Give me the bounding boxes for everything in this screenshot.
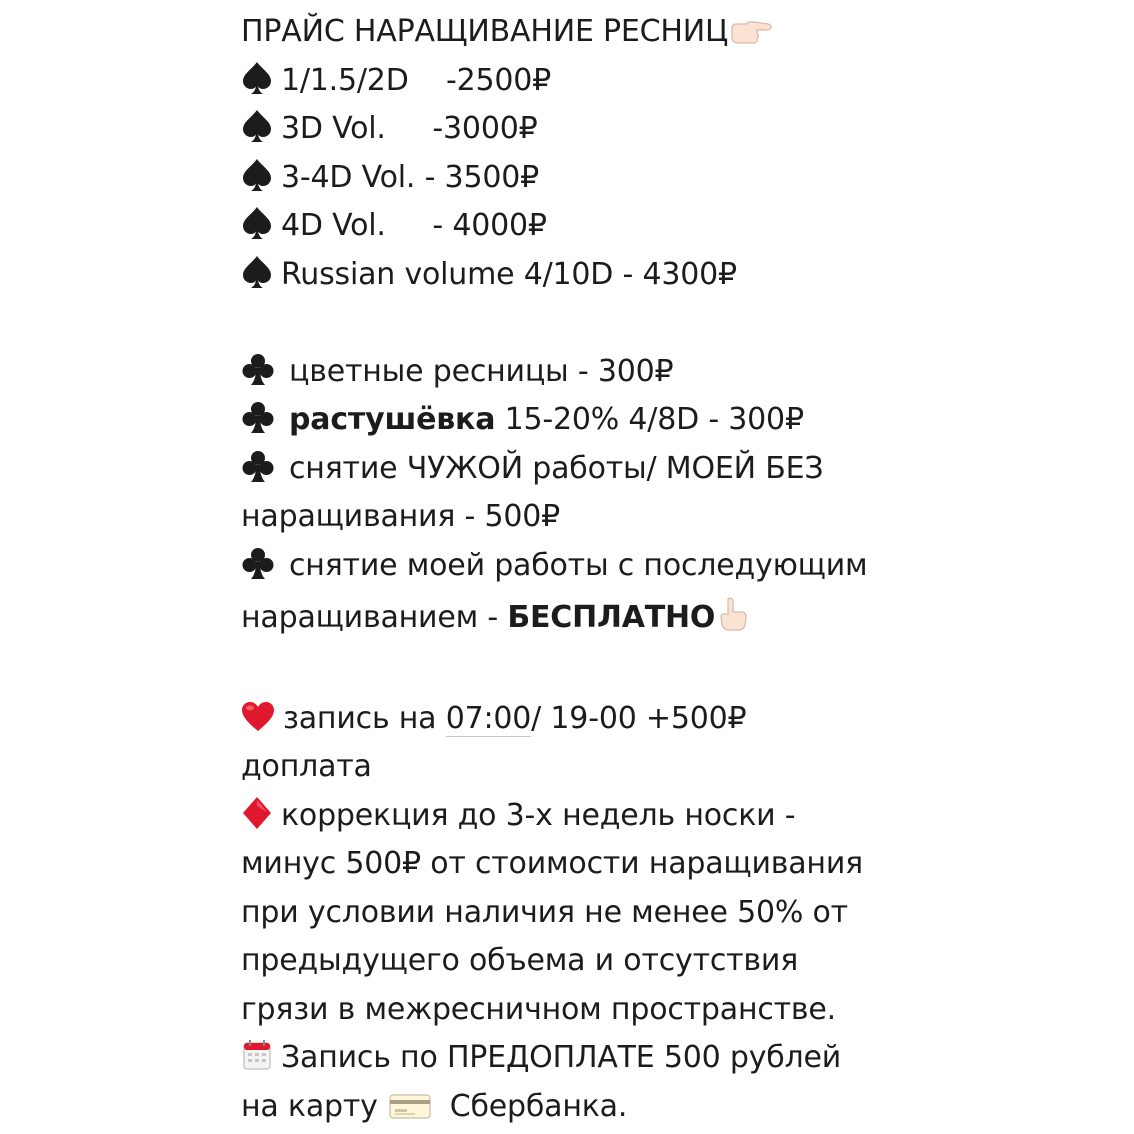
spade-icon: [241, 61, 273, 95]
credit-card-icon: [389, 1092, 431, 1120]
booking-label: запись на: [283, 700, 446, 736]
correction-text-line: грязи в межресничном пространстве.: [241, 991, 837, 1027]
page-title: ПРАЙС НАРАЩИВАНИЕ РЕСНИЦ: [241, 14, 729, 49]
spacer: [241, 299, 911, 348]
extra-label: цветные ресницы - 300₽: [289, 353, 674, 389]
pointing-up-hand-icon: [717, 597, 749, 631]
club-icon: [241, 449, 275, 483]
price-label: 3D Vol. -3000₽: [281, 111, 538, 146]
spade-icon: [241, 109, 273, 143]
extra-label: 15-20% 4/8D - 300₽: [495, 402, 804, 437]
price-label: 3-4D Vol. - 3500₽: [281, 159, 539, 195]
correction-text-line: при условии наличия не менее 50% от: [241, 894, 848, 930]
price-note: [241, 8, 911, 1131]
club-icon: [241, 400, 275, 434]
prepay-text: Сбербанка.: [431, 1088, 628, 1124]
club-icon: [241, 546, 275, 580]
extra-item-continued: [241, 493, 911, 542]
calendar-icon: [241, 1038, 273, 1072]
time-link[interactable]: 07:00: [445, 700, 532, 736]
extra-item-continued: [241, 590, 911, 646]
prepay-item: [241, 1034, 911, 1083]
price-label: 4D Vol. - 4000₽: [281, 208, 547, 243]
pointing-right-hand-icon: [730, 19, 774, 45]
spacer: [241, 646, 911, 695]
heart-icon: [241, 701, 275, 733]
extra-item: [241, 445, 911, 494]
extra-item: [241, 396, 911, 445]
free-label: БЕСПЛАТНО: [507, 600, 716, 635]
club-icon: [241, 352, 275, 386]
extra-item: [241, 348, 911, 397]
booking-time-continued: [241, 743, 911, 792]
extra-label: снятие ЧУЖОЙ работы/ МОЕЙ БЕЗ: [289, 450, 824, 486]
spade-icon: [241, 255, 273, 289]
booking-label: доплата: [241, 749, 372, 784]
correction-item: [241, 792, 911, 841]
correction-text-line: предыдущего объема и отсутствия: [241, 943, 799, 978]
spade-icon: [241, 158, 273, 192]
correction-text-line: минус 500₽ от стоимости наращивания: [241, 846, 863, 881]
prepay-text: на карту: [241, 1088, 388, 1124]
extra-label: снятие моей работы с последующим: [289, 547, 868, 583]
correction-text: коррекция до 3-х недель носки -: [281, 797, 796, 833]
price-item: [241, 57, 911, 106]
booking-time: [241, 695, 911, 744]
booking-label: / 19-00 +500₽: [531, 700, 747, 736]
prepay-item-continued: [241, 1083, 911, 1132]
price-item: [241, 251, 911, 300]
price-item: [241, 154, 911, 203]
price-item: [241, 105, 911, 154]
diamond-icon: [241, 796, 273, 830]
extra-label: наращивания - 500₽: [241, 499, 561, 534]
price-item: [241, 202, 911, 251]
price-label: 1/1.5/2D -2500₽: [281, 62, 552, 98]
extra-item: [241, 542, 911, 591]
title-line: [241, 8, 911, 57]
extra-label-bold: растушёвка: [289, 402, 496, 437]
extra-label: наращиванием -: [241, 600, 508, 635]
spade-icon: [241, 206, 273, 240]
price-label: Russian volume 4/10D - 4300₽: [281, 256, 737, 292]
prepay-text: Запись по ПРЕДОПЛАТЕ 500 рублей: [281, 1040, 842, 1075]
